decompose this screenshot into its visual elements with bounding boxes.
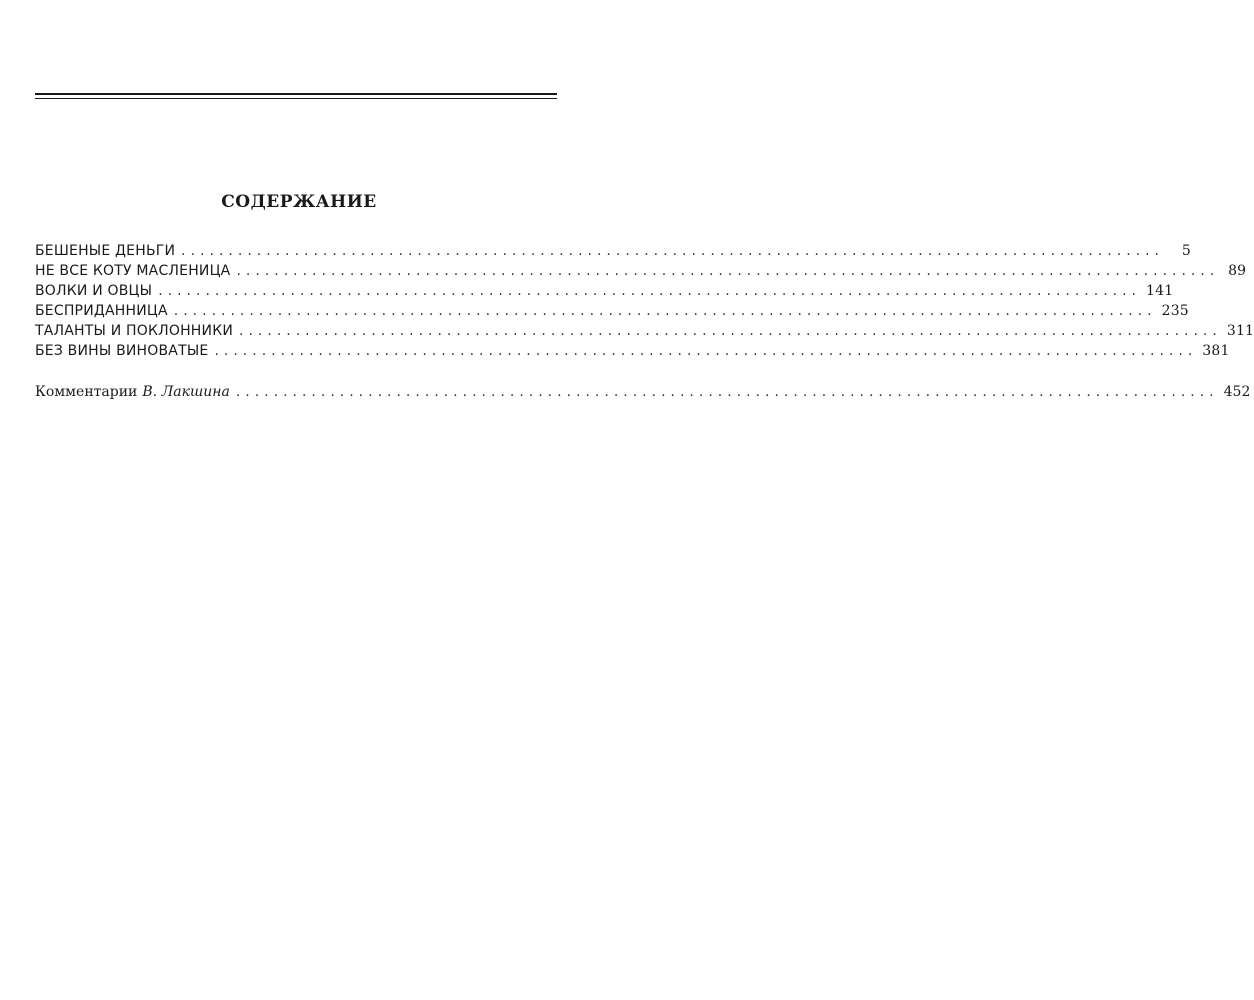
top-rule-thick [35,93,557,95]
toc-entry-title: ТАЛАНТЫ И ПОКЛОННИКИ [35,323,234,339]
dot-leader: ........................................................................................................ [158,283,1142,299]
dot-leader: ........................................................................................................ [236,263,1220,279]
toc-entry[interactable] [35,241,1191,261]
toc-entry[interactable] [35,321,1254,341]
toc-entry-page: 5 [1181,243,1191,259]
toc-entry-page: 89 [1228,263,1247,279]
dot-leader: ........................................................................................................ [214,343,1198,359]
commentary-author: В. Лакшина [142,384,230,400]
toc-entry-page: 381 [1202,343,1230,359]
toc-entry-title: БЕСПРИДАННИЦА [35,303,168,319]
toc-entry[interactable] [35,261,1247,281]
toc-entry-page: 311 [1226,323,1254,339]
toc-entry-title: БЕЗ ВИНЫ ВИНОВАТЫЕ [35,343,209,359]
dot-leader: ........................................................................................................ [173,303,1157,319]
toc-entry[interactable] [35,281,1174,301]
toc-entry-page: 141 [1146,283,1174,299]
contents-heading: СОДЕРЖАНИЕ [221,192,377,212]
toc-entry-title: ВОЛКИ И ОВЦЫ [35,283,153,299]
toc-entry[interactable] [35,341,1230,361]
toc-entry-commentary[interactable] [35,382,1251,402]
dot-leader: ........................................................................................................ [181,243,1164,259]
commentary-label: Комментарии [35,384,138,400]
dot-leader: ........................................................................................................ [235,384,1219,400]
commentary-page: 452 [1223,384,1251,400]
toc-entry-page: 235 [1161,303,1189,319]
toc-entry-title: БЕШЕНЫЕ ДЕНЬГИ [35,243,176,259]
dot-leader: ........................................................................................................ [239,323,1222,339]
top-rule-thin [35,98,557,99]
table-of-contents [35,241,1254,361]
toc-entry[interactable] [35,301,1189,321]
toc-entry-title: НЕ ВСЕ КОТУ МАСЛЕНИЦА [35,263,231,279]
